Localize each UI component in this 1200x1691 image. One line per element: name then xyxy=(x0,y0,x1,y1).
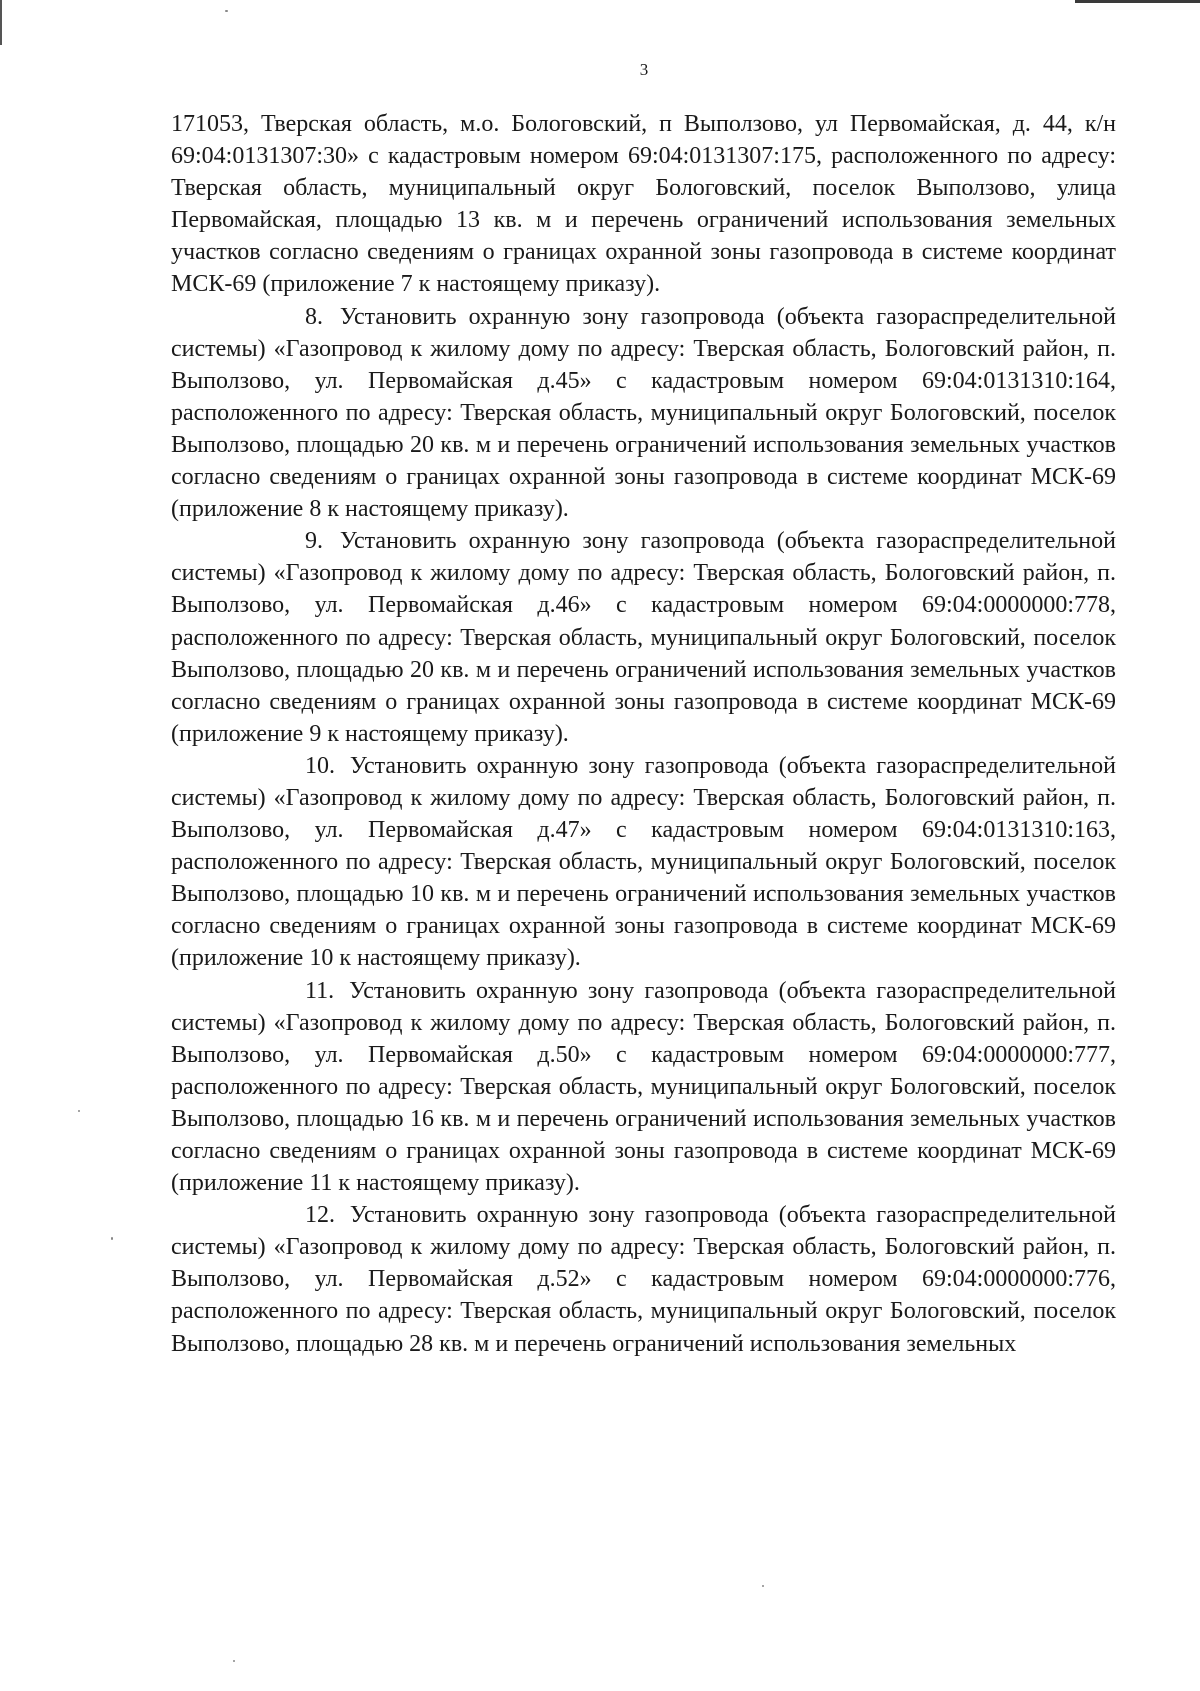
paragraph-text: Установить охранную зону газопровода (объекта газораспределительной системы) «Газопровод к жилому дому по адресу: Тверская область, Бологовский район, п. Выползово, ул. Первомайская д.52» с кадастровым номером 69:04:0000000:776, расположенного по адресу: Тверская область, муниципальный округ Бологовский, поселок Выползово, площадью 28 кв. м и перечень ограничений использования земельных xyxy=(171,1202,1116,1357)
scan-speck xyxy=(111,1237,113,1240)
scan-speck xyxy=(225,10,228,12)
paragraph-text: Установить охранную зону газопровода (объекта газораспределительной системы) «Газопровод к жилому дому по адресу: Тверская область, Бологовский район, п. Выползово, ул. Первомайская д.47» с кадастровым номером 69:04:0131310:163, расположенного по адресу: Тверская область, муниципальный округ Бологовский, поселок Выползово, площадью 10 кв. м и перечень ограничений использования земельных участков согласно сведениям о границах охранной зоны газопровода в системе координат МСК-69 (приложение 10 к настоящему приказу). xyxy=(171,752,1116,972)
scan-edge-left xyxy=(0,0,2,45)
paragraph-text: Установить охранную зону газопровода (объекта газораспределительной системы) «Газопровод к жилому дому по адресу: Тверская область, Бологовский район, п. Выползово, ул. Первомайская д.45» с кадастровым номером 69:04:0131310:164, расположенного по адресу: Тверская область, муниципальный округ Бологовский, поселок Выползово, площадью 20 кв. м и перечень ограничений использования земельных участков согласно сведениям о границах охранной зоны газопровода в системе координат МСК-69 (приложение 8 к настоящему приказу). xyxy=(171,303,1116,523)
item-number: 10. xyxy=(305,752,335,779)
scan-speck xyxy=(762,1585,764,1587)
scan-edge-top xyxy=(1075,0,1200,3)
item-number: 11. xyxy=(305,977,335,1004)
paragraph-item-9 xyxy=(171,525,1116,750)
item-number: 12. xyxy=(305,1202,335,1229)
item-number: 9. xyxy=(305,528,323,555)
paragraph-item-10 xyxy=(171,750,1116,975)
document-body xyxy=(171,108,1116,1360)
page-number: 3 xyxy=(639,60,649,79)
item-number: 8. xyxy=(305,303,323,330)
paragraph-item-12 xyxy=(171,1199,1116,1359)
paragraph-text: 171053, Тверская область, м.о. Бологовский, п Выползово, ул Первомайская, д. 44, к/н 69:04:0131307:30» с кадастровым номером 69:04:0131307:175, расположенного по адресу: Тверская область, муниципальный округ Бологовский, поселок Выползово, улица Первомайская, площадью 13 кв. м и перечень ограничений использования земельных участков согласно сведениям о границах охранной зоны газопровода в системе координат МСК-69 (приложение 7 к настоящему приказу). xyxy=(171,111,1116,298)
paragraph-item-11 xyxy=(171,975,1116,1200)
scan-speck xyxy=(233,1660,235,1662)
paragraph-7-continuation xyxy=(171,108,1116,301)
paragraph-text: Установить охранную зону газопровода (объекта газораспределительной системы) «Газопровод к жилому дому по адресу: Тверская область, Бологовский район, п. Выползово, ул. Первомайская д.46» с кадастровым номером 69:04:0000000:778, расположенного по адресу: Тверская область, муниципальный округ Бологовский, поселок Выползово, площадью 20 кв. м и перечень ограничений использования земельных участков согласно сведениям о границах охранной зоны газопровода в системе координат МСК-69 (приложение 9 к настоящему приказу). xyxy=(171,528,1116,747)
scan-speck xyxy=(78,1110,80,1112)
paragraph-item-8 xyxy=(171,301,1116,526)
paragraph-text: Установить охранную зону газопровода (объекта газораспределительной системы) «Газопровод к жилому дому по адресу: Тверская область, Бологовский район, п. Выползово, ул. Первомайская д.50» с кадастровым номером 69:04:0000000:777, расположенного по адресу: Тверская область, муниципальный округ Бологовский, поселок Выползово, площадью 16 кв. м и перечень ограничений использования земельных участков согласно сведениям о границах охранной зоны газопровода в системе координат МСК-69 (приложение 11 к настоящему приказу). xyxy=(171,977,1116,1197)
